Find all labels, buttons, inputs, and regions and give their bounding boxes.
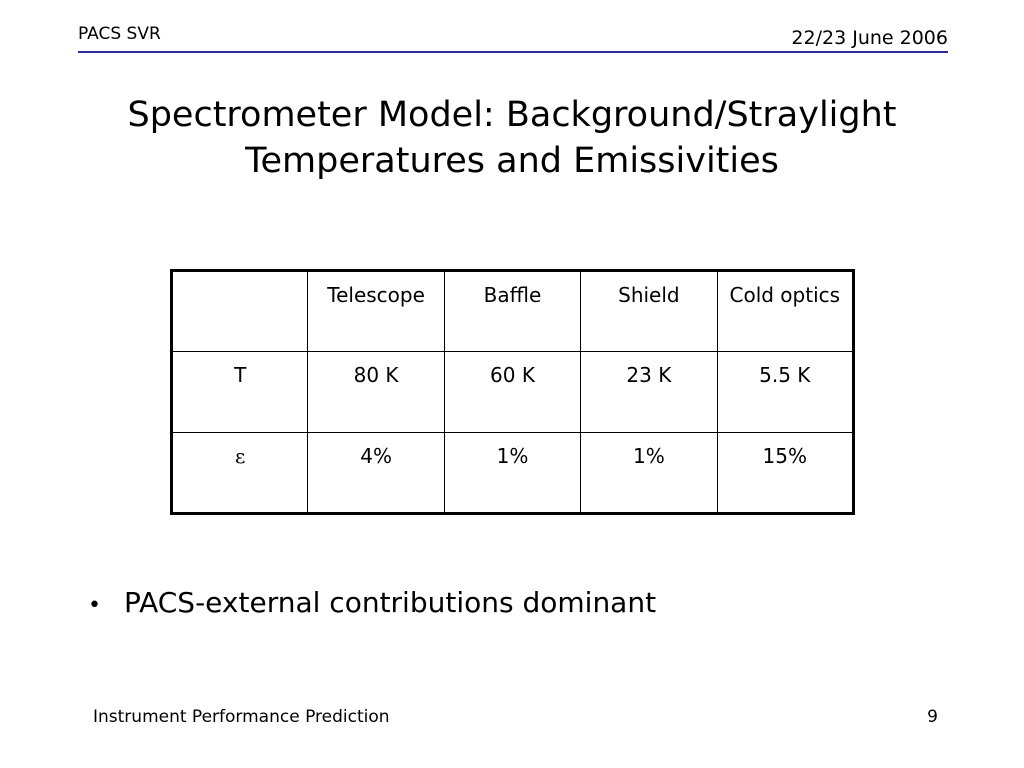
footer-title: Instrument Performance Prediction — [93, 707, 390, 727]
table-header-shield: Shield — [581, 271, 717, 352]
row-label-temperature: T — [172, 352, 308, 433]
bullet-text: PACS-external contributions dominant — [124, 586, 657, 619]
table-cell: 5.5 K — [717, 352, 853, 433]
table-header-row — [172, 271, 854, 352]
table-cell: 4% — [308, 433, 444, 514]
bullet-icon: • — [88, 593, 101, 618]
table-cell: 1% — [581, 433, 717, 514]
table-cell: 23 K — [581, 352, 717, 433]
table-cell: 1% — [444, 433, 580, 514]
table-cell: 80 K — [308, 352, 444, 433]
table-cell: 15% — [717, 433, 853, 514]
table-header-cold-optics: Cold optics — [717, 271, 853, 352]
table-header-baffle: Baffle — [444, 271, 580, 352]
slide-title — [0, 92, 1024, 184]
temperature-emissivity-table — [170, 269, 855, 515]
header-divider — [78, 51, 948, 53]
table-header-telescope: Telescope — [308, 271, 444, 352]
table-corner-cell — [172, 271, 308, 352]
header-left-text: PACS SVR — [78, 24, 161, 44]
slide-title-line-2: Temperatures and Emissivities — [245, 141, 779, 181]
table-row — [172, 352, 854, 433]
list-item — [88, 586, 656, 619]
header-date: 22/23 June 2006 — [791, 27, 948, 49]
table-cell: 60 K — [444, 352, 580, 433]
page-number: 9 — [927, 707, 938, 727]
table-row — [172, 433, 854, 514]
bullet-list — [88, 586, 656, 619]
slide-title-line-1: Spectrometer Model: Background/Straylight — [127, 95, 897, 135]
row-label-emissivity: ε — [172, 433, 308, 514]
